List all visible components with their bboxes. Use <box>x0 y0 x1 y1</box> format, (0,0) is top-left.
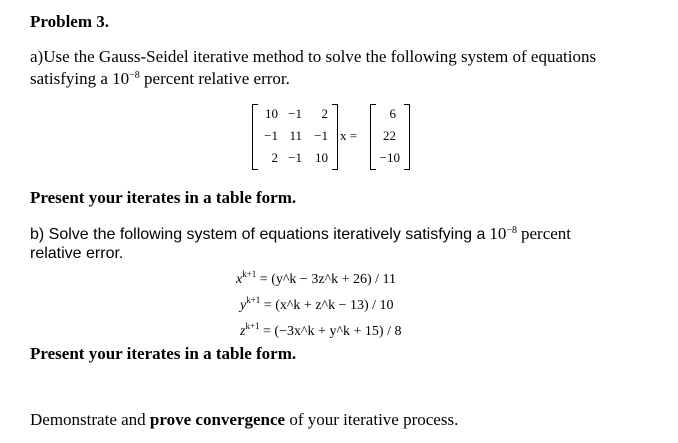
equation-y-rhs: = (x^k + z^k − 13) / 10 <box>263 298 394 313</box>
matrix-cell: −1 <box>288 150 302 165</box>
tolerance-b: $10^{-8}$ <box>489 224 517 243</box>
part-b-line-1 <box>30 224 571 244</box>
instruction-table-a: Present your iterates in a table form. <box>30 188 297 207</box>
matrix-cell: 2 <box>321 106 328 121</box>
matrix-cell: 11 <box>289 128 302 143</box>
closing-bold: prove convergence <box>149 410 286 429</box>
matrix-cell: −1 <box>314 128 328 143</box>
closing-suffix: of your iterative process. <box>289 410 459 429</box>
closing-line <box>30 410 458 430</box>
equation-z: $z^{k+1}$ = (−3x^k + y^k + 15) / 8 <box>240 321 402 339</box>
tolerance-a: $10^{-8}$ <box>112 69 140 88</box>
matrix-cell: 10 <box>315 150 328 165</box>
part-a-suffix: percent relative error. <box>144 69 290 88</box>
vector-b <box>370 104 410 170</box>
equation-y: $y^{k+1}$ = (x^k + z^k − 13) / 10 <box>240 295 394 313</box>
matrix-a <box>252 104 340 170</box>
equation-x-rhs: = (y^k − 3z^k + 26) / 11 <box>259 272 397 287</box>
matrix-cell: 2 <box>271 150 278 165</box>
part-b-prefix: b) Solve the following system of equations iteratively satisfying a <box>30 226 486 243</box>
part-a-line-1: a)Use the Gauss-Seidel iterative method to solve the following system of equations <box>30 47 597 66</box>
vector-cell: 6 <box>389 106 396 121</box>
vector-cell: 22 <box>383 128 396 143</box>
vector-cell: −10 <box>379 150 400 165</box>
part-b-line-2: relative error. <box>30 245 124 262</box>
instruction-table-b: Present your iterates in a table form. <box>30 344 297 363</box>
vector-right-bracket <box>404 104 410 170</box>
equation-x: $x^{k+1}$ = (y^k − 3z^k + 26) / 11 <box>236 269 397 287</box>
matrix-equals: x = <box>340 128 358 143</box>
matrix-cell: 10 <box>265 106 278 121</box>
matrix-cell: −1 <box>288 106 302 121</box>
part-a-prefix: satisfying a <box>30 69 108 88</box>
matrix-right-bracket <box>332 104 338 170</box>
closing-prefix: Demonstrate and <box>30 410 146 429</box>
equation-z-rhs: = (−3x^k + y^k + 15) / 8 <box>263 324 402 339</box>
part-b-suffix: percent <box>520 224 572 243</box>
problem-title: Problem 3. <box>30 12 110 31</box>
matrix-cell: −1 <box>264 128 278 143</box>
part-a-line-2 <box>30 69 290 89</box>
